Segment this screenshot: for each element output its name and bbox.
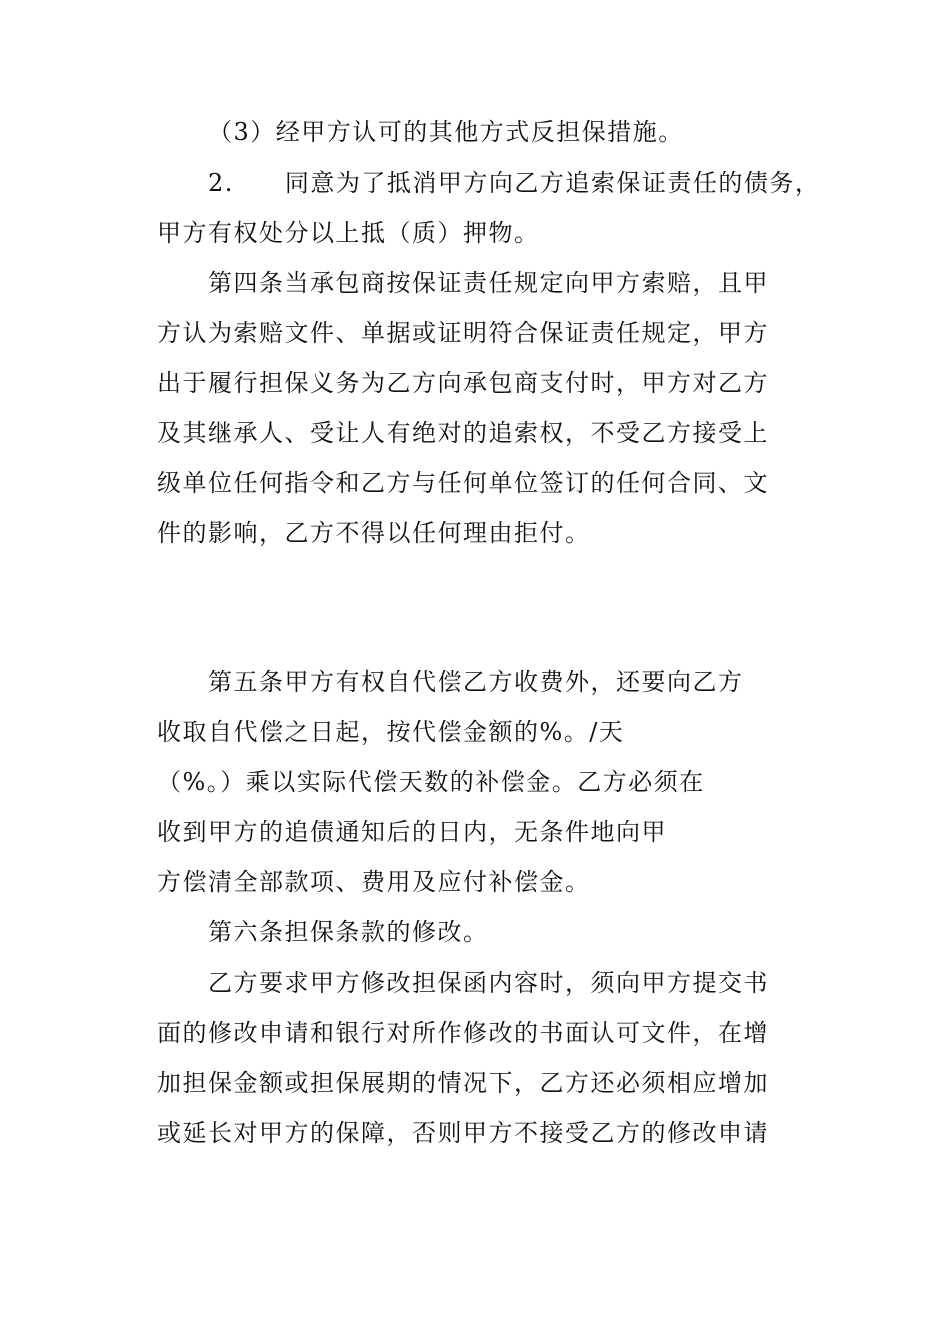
text-line: 面的修改申请和银行对所作修改的书面认可文件，在增 bbox=[157, 1019, 769, 1047]
text-line: 级单位任何指令和乙方与任何单位签订的任何合同、文 bbox=[157, 469, 769, 497]
text-line: 第四条当承包商按保证责任规定向甲方索赔，且甲 bbox=[208, 269, 769, 297]
text-line: 件的影响，乙方不得以任何理由拒付。 bbox=[157, 519, 591, 547]
text-line: 甲方有权处分以上抵（质）押物。 bbox=[157, 219, 540, 247]
text-line: 第六条担保条款的修改。 bbox=[208, 918, 489, 946]
text-line: 2. 同意为了抵消甲方向乙方追索保证责任的债务， bbox=[208, 169, 821, 197]
text-line: 出于履行担保义务为乙方向承包商支付时，甲方对乙方 bbox=[157, 369, 769, 397]
text-line: 或延长对甲方的保障，否则甲方不接受乙方的修改申请 bbox=[157, 1119, 769, 1147]
text-line: 方偿清全部款项、费用及应付补偿金。 bbox=[157, 868, 591, 896]
text-line: 收取自代偿之日起，按代偿金额的%。/天 bbox=[157, 718, 625, 746]
text-line: 第五条甲方有权自代偿乙方收费外，还要向乙方 bbox=[208, 668, 744, 696]
text-line: 方认为索赔文件、单据或证明符合保证责任规定，甲方 bbox=[157, 319, 769, 347]
text-line: （3）经甲方认可的其他方式反担保措施。 bbox=[208, 118, 684, 146]
text-line: 收到甲方的追债通知后的日内，无条件地向甲 bbox=[157, 818, 667, 846]
text-line: 及其继承人、受让人有绝对的追索权，不受乙方接受上 bbox=[157, 419, 769, 447]
text-line: 乙方要求甲方修改担保函内容时，须向甲方提交书 bbox=[208, 969, 769, 997]
text-line: 加担保金额或担保展期的情况下，乙方还必须相应增加 bbox=[157, 1069, 769, 1097]
text-line: （%。）乘以实际代偿天数的补偿金。乙方必须在 bbox=[157, 768, 705, 796]
